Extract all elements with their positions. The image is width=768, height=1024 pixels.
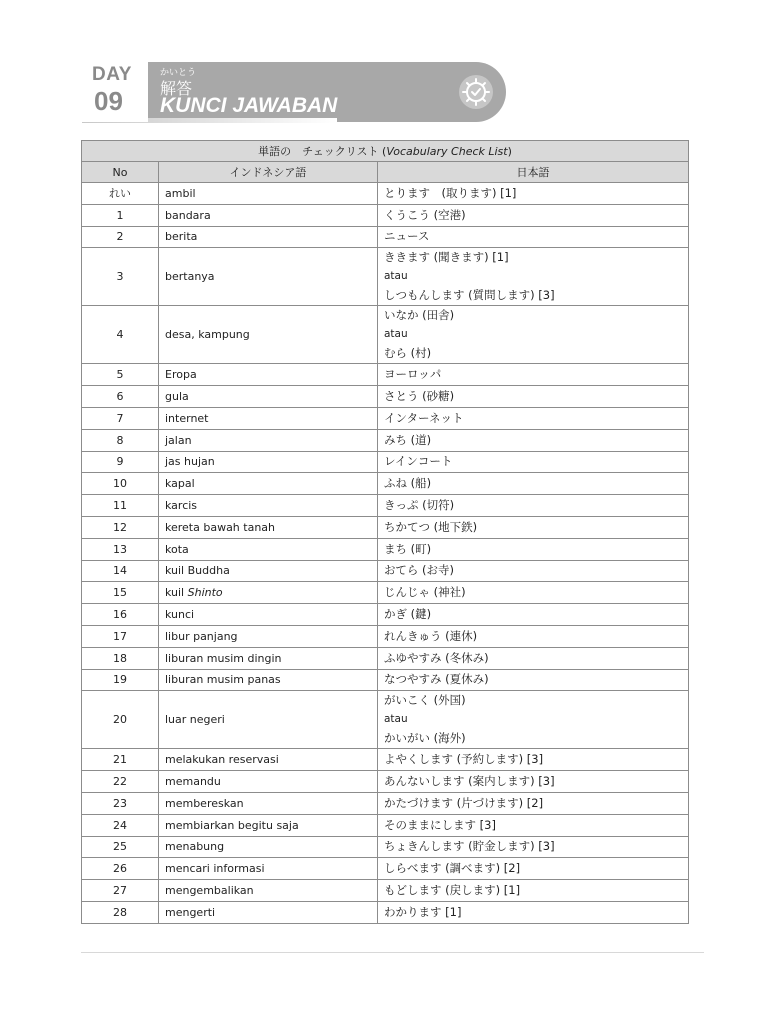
table-row: [82, 858, 689, 880]
row-number: 12: [82, 516, 159, 538]
japanese-word-line: かいがい (海外): [384, 731, 466, 746]
japanese-word-line: かたづけます (片づけます) [2]: [384, 795, 544, 810]
japanese-word: [378, 248, 689, 306]
table-row: [82, 226, 689, 248]
row-number: 11: [82, 495, 159, 517]
row-number: 10: [82, 473, 159, 495]
title-furigana: かいとう: [160, 68, 197, 78]
indonesian-word-text: membereskan: [165, 796, 244, 810]
japanese-word-line: がいこく (外国): [384, 693, 466, 708]
japanese-word-line: もどします (戻します) [1]: [384, 883, 521, 898]
indonesian-word-text: jas hujan: [165, 455, 215, 469]
japanese-word: [378, 226, 689, 248]
column-header-no: No: [82, 162, 159, 183]
indonesian-word: [159, 771, 378, 793]
indonesian-word-text: internet: [165, 411, 209, 425]
day-number: 09: [94, 86, 123, 116]
table-row: [82, 792, 689, 814]
table-row: [82, 625, 689, 647]
table-row: [82, 560, 689, 582]
table-caption-row: [82, 141, 689, 162]
table-row: [82, 880, 689, 902]
indonesian-word-text: kereta bawah tanah: [165, 520, 276, 534]
indonesian-word-text: ambil: [165, 186, 196, 200]
japanese-word-line: きっぷ (切符): [384, 498, 455, 513]
japanese-word-line: しつもんします (質問します) [3]: [384, 288, 555, 303]
row-number: 8: [82, 429, 159, 451]
caption-english: Vocabulary Check List: [386, 145, 508, 158]
row-number: 1: [82, 204, 159, 226]
indonesian-word: [159, 364, 378, 386]
japanese-word-line: まち (町): [384, 541, 432, 556]
indonesian-word-italic: Shinto: [187, 586, 223, 600]
indonesian-word: [159, 306, 378, 364]
indonesian-word-text: kota: [165, 542, 189, 556]
indonesian-word: [159, 814, 378, 836]
japanese-word-line: さとう (砂糖): [384, 389, 455, 404]
column-header-indonesian: インドネシア語: [159, 162, 378, 183]
indonesian-word-text: kapal: [165, 477, 195, 491]
japanese-word-line: ちょきんします (貯金します) [3]: [384, 839, 555, 854]
japanese-word: [378, 625, 689, 647]
japanese-word-line: じんじゃ (神社): [384, 585, 466, 600]
indonesian-word: [159, 248, 378, 306]
table-row: [82, 248, 689, 306]
japanese-word: [378, 183, 689, 205]
japanese-word: [378, 306, 689, 364]
table-caption: [82, 141, 689, 162]
japanese-word-line: みち (道): [384, 432, 432, 447]
row-number: 20: [82, 691, 159, 749]
japanese-word-line: レインコート: [384, 454, 453, 469]
japanese-word-line: ふね (船): [384, 476, 432, 491]
table-row: [82, 516, 689, 538]
row-number: 5: [82, 364, 159, 386]
indonesian-word: [159, 226, 378, 248]
japanese-word: [378, 792, 689, 814]
row-number: 19: [82, 669, 159, 691]
caption-close: ): [507, 145, 512, 158]
japanese-word: [378, 771, 689, 793]
table-row: [82, 669, 689, 691]
japanese-word-line: くうこう (空港): [384, 207, 466, 222]
indonesian-word: [159, 495, 378, 517]
alternative-separator: atau: [384, 713, 408, 726]
indonesian-word-text: kuil Buddha: [165, 564, 230, 578]
table-row: [82, 647, 689, 669]
alternative-separator: atau: [384, 328, 408, 341]
japanese-word-line: ちかてつ (地下鉄): [384, 519, 478, 534]
row-number: 27: [82, 880, 159, 902]
indonesian-word-text: liburan musim dingin: [165, 651, 282, 665]
indonesian-word-text: menabung: [165, 840, 225, 854]
japanese-word: [378, 538, 689, 560]
checklist-gear-icon: [458, 74, 494, 110]
indonesian-word: [159, 792, 378, 814]
japanese-word: [378, 749, 689, 771]
table-row: [82, 901, 689, 923]
table-row: [82, 495, 689, 517]
row-number: 17: [82, 625, 159, 647]
indonesian-word-text: kunci: [165, 608, 195, 622]
table-row: [82, 407, 689, 429]
row-number: 9: [82, 451, 159, 473]
table-row: [82, 364, 689, 386]
indonesian-word: [159, 858, 378, 880]
japanese-word-line: ききます (聞きます) [1]: [384, 250, 509, 265]
caption-japanese: 単語の チェックリスト (: [258, 145, 387, 158]
row-number: 26: [82, 858, 159, 880]
row-number: 28: [82, 901, 159, 923]
indonesian-word: [159, 204, 378, 226]
row-number: 24: [82, 814, 159, 836]
japanese-word-line: わかります [1]: [384, 904, 462, 919]
column-header-japanese: 日本語: [378, 162, 689, 183]
indonesian-word: [159, 582, 378, 604]
indonesian-word-text: mencari informasi: [165, 862, 265, 876]
table-row: [82, 771, 689, 793]
row-number: 18: [82, 647, 159, 669]
indonesian-word-text: bandara: [165, 208, 211, 222]
indonesian-word: [159, 429, 378, 451]
japanese-word-line: あんないします (案内します) [3]: [384, 774, 555, 789]
row-number: 13: [82, 538, 159, 560]
japanese-word-line: かぎ (鍵): [384, 607, 432, 622]
row-number: 23: [82, 792, 159, 814]
table-row: [82, 183, 689, 205]
indonesian-word-text: mengembalikan: [165, 884, 254, 898]
japanese-word-line: むら (村): [384, 346, 432, 361]
table-row: [82, 604, 689, 626]
indonesian-word: [159, 516, 378, 538]
title-japanese: 解答: [160, 79, 193, 98]
indonesian-word: [159, 749, 378, 771]
row-number: 7: [82, 407, 159, 429]
indonesian-word-text: desa, kampung: [165, 328, 250, 342]
japanese-word: [378, 495, 689, 517]
japanese-word: [378, 204, 689, 226]
indonesian-word: [159, 836, 378, 858]
table-row: [82, 749, 689, 771]
japanese-word: [378, 473, 689, 495]
japanese-word: [378, 858, 689, 880]
table-row: [82, 814, 689, 836]
indonesian-word: [159, 669, 378, 691]
japanese-word: [378, 647, 689, 669]
indonesian-word-text: membiarkan begitu saja: [165, 818, 299, 832]
row-number: 14: [82, 560, 159, 582]
row-number: 2: [82, 226, 159, 248]
table-row: [82, 306, 689, 364]
indonesian-word: [159, 407, 378, 429]
table-row: [82, 691, 689, 749]
table-row: [82, 836, 689, 858]
row-number: 15: [82, 582, 159, 604]
japanese-word-line: いなか (田舎): [384, 308, 455, 323]
indonesian-word: [159, 451, 378, 473]
japanese-word-line: れんきゅう (連休): [384, 628, 478, 643]
indonesian-word: [159, 560, 378, 582]
table-row: [82, 538, 689, 560]
japanese-word: [378, 386, 689, 408]
table-row: [82, 451, 689, 473]
page-title: KUNCI JAWABAN: [160, 94, 338, 117]
japanese-word-line: よやくします (予約します) [3]: [384, 752, 544, 767]
indonesian-word-text: kuil: [165, 586, 188, 600]
japanese-word: [378, 429, 689, 451]
japanese-word: [378, 691, 689, 749]
indonesian-word: [159, 691, 378, 749]
japanese-word-line: とります (取ります) [1]: [384, 185, 517, 200]
indonesian-word-text: libur panjang: [165, 629, 238, 643]
japanese-word: [378, 407, 689, 429]
japanese-word-line: そのままにします [3]: [384, 817, 496, 832]
day-label: DAY: [92, 64, 132, 85]
indonesian-word: [159, 183, 378, 205]
japanese-word: [378, 451, 689, 473]
vocabulary-table: [81, 140, 689, 924]
indonesian-word: [159, 647, 378, 669]
table-row: [82, 582, 689, 604]
table-row: [82, 386, 689, 408]
japanese-word: [378, 669, 689, 691]
indonesian-word-text: luar negeri: [165, 713, 225, 727]
indonesian-word-text: memandu: [165, 775, 221, 789]
row-number: 6: [82, 386, 159, 408]
table-row: [82, 204, 689, 226]
indonesian-word-text: melakukan reservasi: [165, 753, 279, 767]
indonesian-word: [159, 880, 378, 902]
indonesian-word: [159, 604, 378, 626]
indonesian-word-text: berita: [165, 230, 198, 244]
japanese-word-line: ニュース: [384, 229, 430, 244]
japanese-word: [378, 560, 689, 582]
japanese-word: [378, 582, 689, 604]
row-number: 3: [82, 248, 159, 306]
japanese-word: [378, 836, 689, 858]
alternative-separator: atau: [384, 270, 408, 283]
indonesian-word: [159, 538, 378, 560]
japanese-word-line: しらべます (調べます) [2]: [384, 861, 521, 876]
row-number: 21: [82, 749, 159, 771]
japanese-word: [378, 814, 689, 836]
row-number: 25: [82, 836, 159, 858]
row-number: れい: [82, 183, 159, 205]
japanese-word: [378, 364, 689, 386]
japanese-word-line: なつやすみ (夏休み): [384, 672, 489, 687]
indonesian-word-text: liburan musim panas: [165, 673, 281, 687]
indonesian-word: [159, 901, 378, 923]
japanese-word: [378, 880, 689, 902]
table-header-row: [82, 162, 689, 183]
japanese-word-line: ふゆやすみ (冬休み): [384, 650, 489, 665]
japanese-word-line: インターネット: [384, 410, 464, 425]
row-number: 22: [82, 771, 159, 793]
japanese-word-line: ヨーロッパ: [384, 367, 442, 382]
row-number: 16: [82, 604, 159, 626]
indonesian-word-text: mengerti: [165, 905, 216, 919]
indonesian-word-text: karcis: [165, 499, 198, 513]
table-row: [82, 473, 689, 495]
indonesian-word-text: Eropa: [165, 368, 197, 382]
footer-divider: [81, 952, 704, 953]
japanese-word: [378, 604, 689, 626]
table-row: [82, 429, 689, 451]
indonesian-word: [159, 625, 378, 647]
indonesian-word: [159, 473, 378, 495]
japanese-word: [378, 901, 689, 923]
indonesian-word: [159, 386, 378, 408]
japanese-word-line: おてら (お寺): [384, 563, 455, 578]
row-number: 4: [82, 306, 159, 364]
indonesian-word-text: jalan: [165, 433, 192, 447]
table-body: [82, 183, 689, 924]
indonesian-word-text: bertanya: [165, 270, 215, 284]
indonesian-word-text: gula: [165, 390, 189, 404]
japanese-word: [378, 516, 689, 538]
